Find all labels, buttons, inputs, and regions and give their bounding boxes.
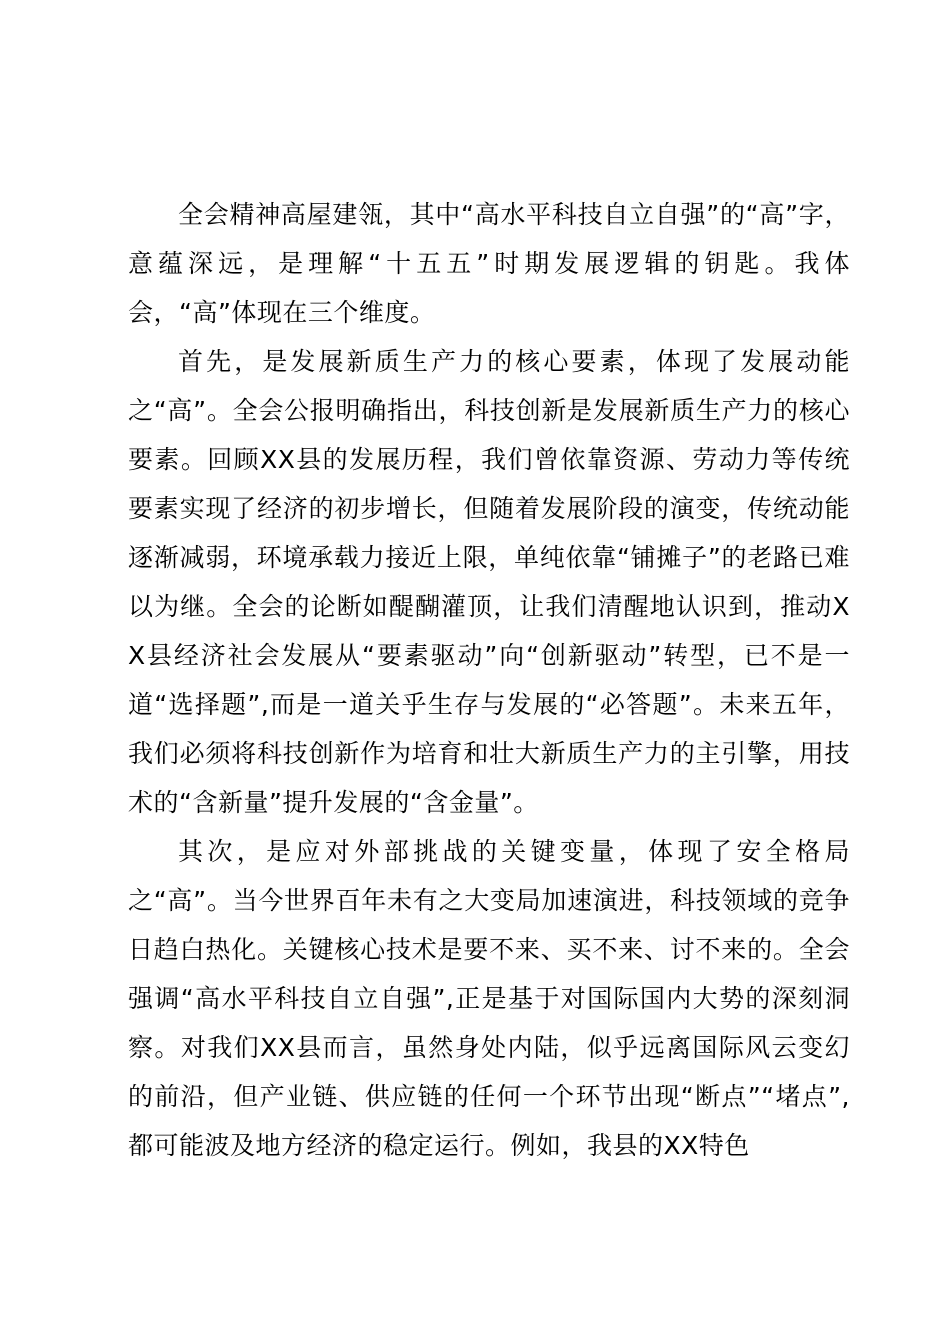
paragraph-intro: 全会精神高屋建瓴，其中“高水平科技自立自强”的“高”字，意蕴深远，是理解“十五五”时期发展逻辑的钥匙。我体会，“高”体现在三个维度。 bbox=[128, 200, 850, 327]
paragraph-first-dimension: 首先，是发展新质生产力的核心要素，体现了发展动能之“高”。全会公报明确指出，科技创新是发展新质生产力的核心要素。回顾XX县的发展历程，我们曾依靠资源、劳动力等传统要素实现了经济的初步增长，但随着发展阶段的演变，传统动能逐渐减弱，环境承载力接近上限，单纯依靠“铺摊子”的老路已难以为继。全会的论断如醍醐灌顶，让我们清醒地认识到，推动XX县经济社会发展从“要素驱动”向“创新驱动”转型，已不是一道“选择题”,而是一道关乎生存与发展的“必答题”。未来五年，我们必须将科技创新作为培育和壮大新质生产力的主引擎，用技术的“含新量”提升发展的“含金量”。 bbox=[128, 347, 850, 817]
document-page bbox=[128, 190, 850, 1170]
paragraph-second-dimension: 其次，是应对外部挑战的关键变量，体现了安全格局之“高”。当今世界百年未有之大变局加速演进，科技领域的竞争日趋白热化。关键核心技术是要不来、买不来、讨不来的。全会强调“高水平科技自立自强”,正是基于对国际国内大势的深刻洞察。对我们XX县而言，虽然身处内陆，似乎远离国际风云变幻的前沿，但产业链、供应链的任何一个环节出现“断点”“堵点”,都可能波及地方经济的稳定运行。例如，我县的XX特色 bbox=[128, 837, 850, 1160]
